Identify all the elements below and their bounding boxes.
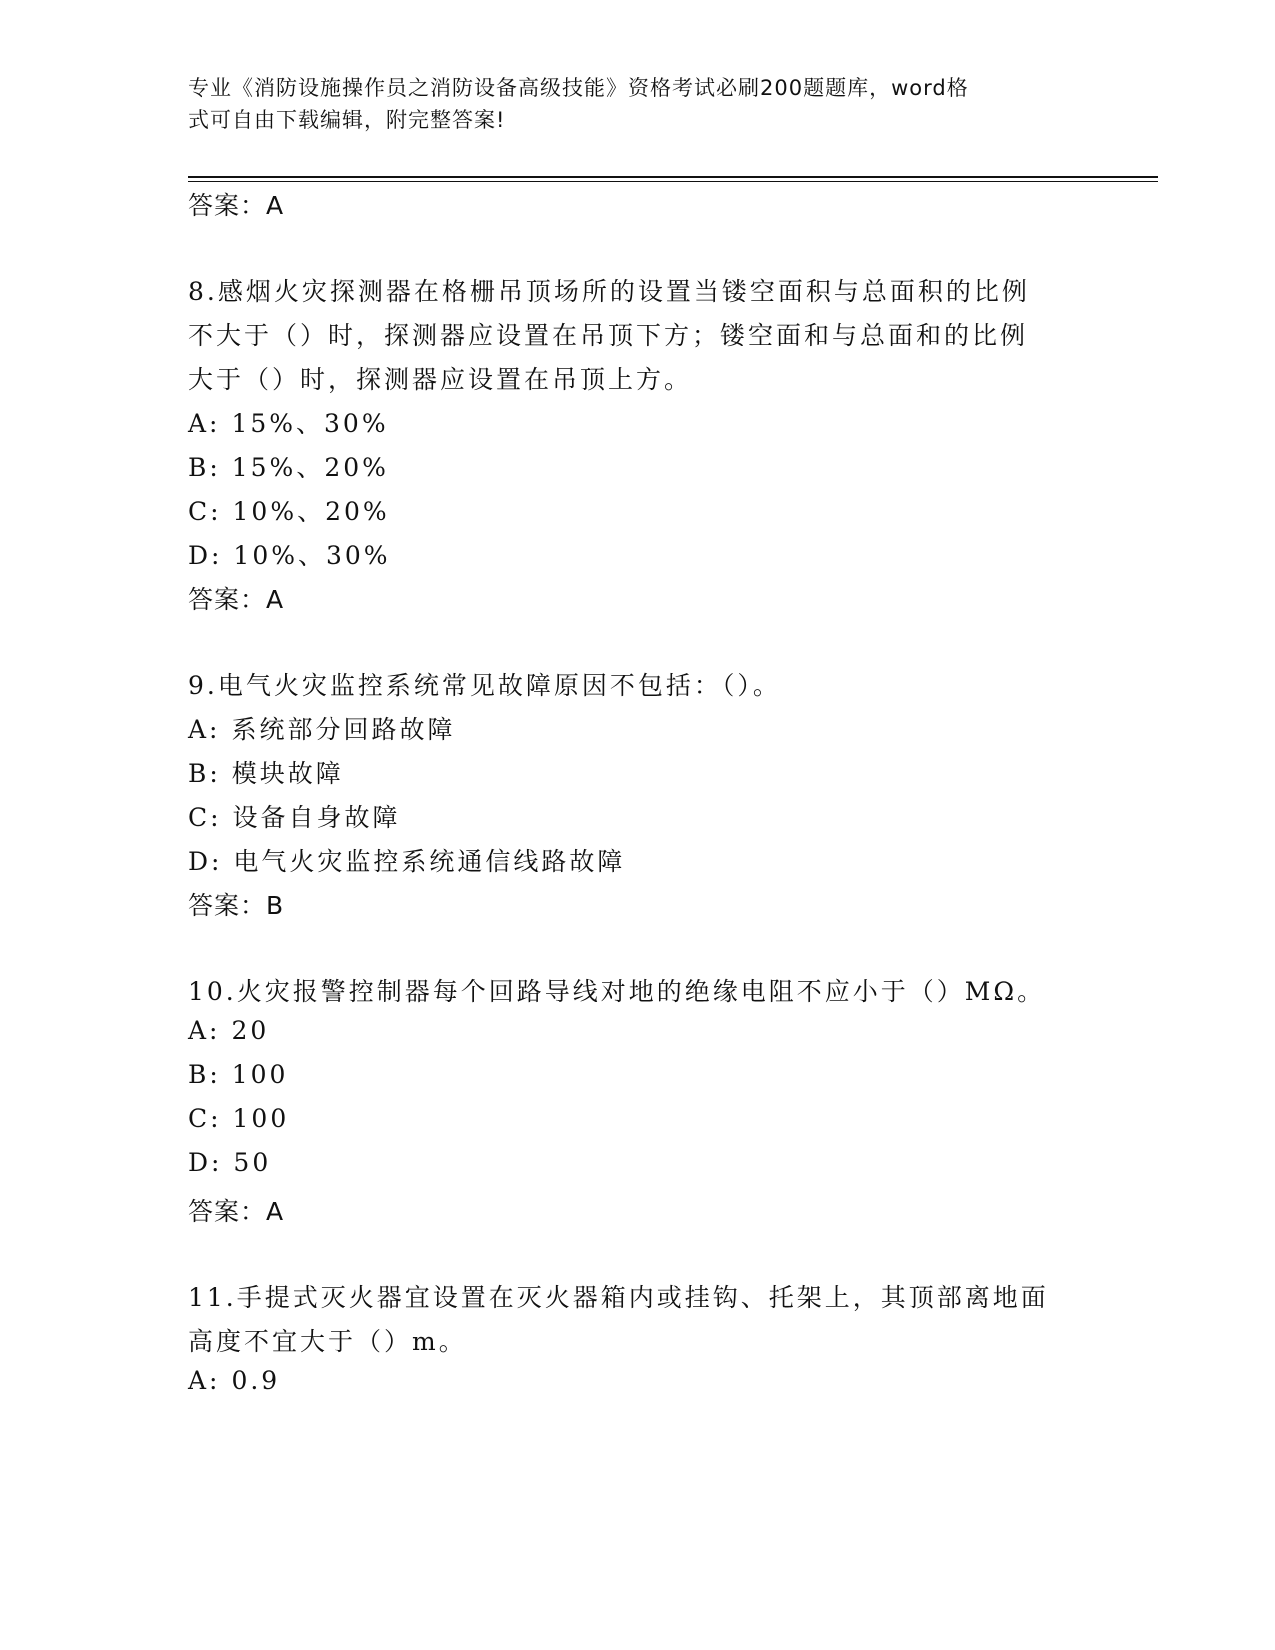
option-key: D: bbox=[188, 847, 223, 876]
option-key: A: bbox=[188, 1366, 221, 1395]
question-9-stem-line-1: 9.电气火灾监控系统常见故障原因不包括：（）。 bbox=[188, 671, 781, 700]
option-text: 模块故障 bbox=[231, 759, 344, 788]
question-10-option-b bbox=[188, 1060, 288, 1089]
question-9-option-b bbox=[188, 754, 344, 790]
question-9-option-d bbox=[188, 842, 625, 878]
option-key: D: bbox=[188, 541, 223, 570]
answer-q8: 答案：A bbox=[188, 585, 285, 614]
document-header bbox=[188, 72, 1068, 136]
option-text: 50 bbox=[233, 1148, 272, 1177]
option-text: 20 bbox=[231, 1016, 270, 1045]
option-text: 15%、30% bbox=[231, 409, 389, 438]
option-text: 电气火灾监控系统通信线路故障 bbox=[233, 847, 626, 876]
header-line-1: 专业《消防设施操作员之消防设备高级技能》资格考试必刷200题题库，word格 bbox=[188, 76, 969, 100]
option-key: D: bbox=[188, 1148, 223, 1177]
option-key: B: bbox=[188, 453, 221, 482]
header-line-2: 式可自由下载编辑，附完整答案! bbox=[188, 108, 506, 132]
question-8-stem-line-2: 不大于（）时，探测器应设置在吊顶下方；镂空面和与总面和的比例 bbox=[188, 321, 1029, 350]
question-8-option-c bbox=[188, 492, 390, 528]
option-text: 15%、20% bbox=[231, 453, 389, 482]
question-10-option-d bbox=[188, 1148, 271, 1177]
question-9-option-a bbox=[188, 710, 455, 746]
question-10-option-a bbox=[188, 1016, 269, 1045]
option-text: 10%、20% bbox=[232, 497, 390, 526]
header-divider-thin bbox=[188, 181, 1158, 182]
answer-q9: 答案：B bbox=[188, 891, 285, 920]
option-key: B: bbox=[188, 759, 221, 788]
option-key: A: bbox=[188, 1016, 221, 1045]
option-text: 设备自身故障 bbox=[232, 803, 401, 832]
option-key: C: bbox=[188, 1104, 222, 1133]
question-11-stem-line-1: 11.手提式灭火器宜设置在灭火器箱内或挂钩、托架上，其顶部离地面 bbox=[188, 1283, 1049, 1312]
answer-q10: 答案：A bbox=[188, 1197, 285, 1226]
question-10-option-c bbox=[188, 1104, 289, 1133]
option-text: 系统部分回路故障 bbox=[231, 715, 456, 744]
question-11-stem-line-2: 高度不宜大于（）m。 bbox=[188, 1327, 467, 1356]
answer-q7: 答案：A bbox=[188, 191, 285, 220]
option-text: 100 bbox=[232, 1104, 290, 1133]
option-key: A: bbox=[188, 409, 221, 438]
option-key: C: bbox=[188, 497, 222, 526]
option-text: 10%、30% bbox=[233, 541, 391, 570]
question-8-stem-line-1: 8.感烟火灾探测器在格栅吊顶场所的设置当镂空面积与总面积的比例 bbox=[188, 277, 1030, 306]
option-text: 0.9 bbox=[231, 1366, 281, 1395]
option-key: A: bbox=[188, 715, 221, 744]
option-text: 100 bbox=[231, 1060, 289, 1089]
question-9-option-c bbox=[188, 798, 401, 834]
option-key: B: bbox=[188, 1060, 221, 1089]
option-key: C: bbox=[188, 803, 222, 832]
question-8-option-b bbox=[188, 448, 389, 484]
question-8-option-d bbox=[188, 536, 391, 572]
question-8-stem-line-3: 大于（）时，探测器应设置在吊顶上方。 bbox=[188, 365, 693, 394]
question-10-stem-line-1: 10.火灾报警控制器每个回路导线对地的绝缘电阻不应小于（）MΩ。 bbox=[188, 977, 1046, 1006]
question-11-option-a bbox=[188, 1366, 280, 1395]
question-8-option-a bbox=[188, 404, 389, 440]
header-divider-thick bbox=[188, 176, 1158, 178]
